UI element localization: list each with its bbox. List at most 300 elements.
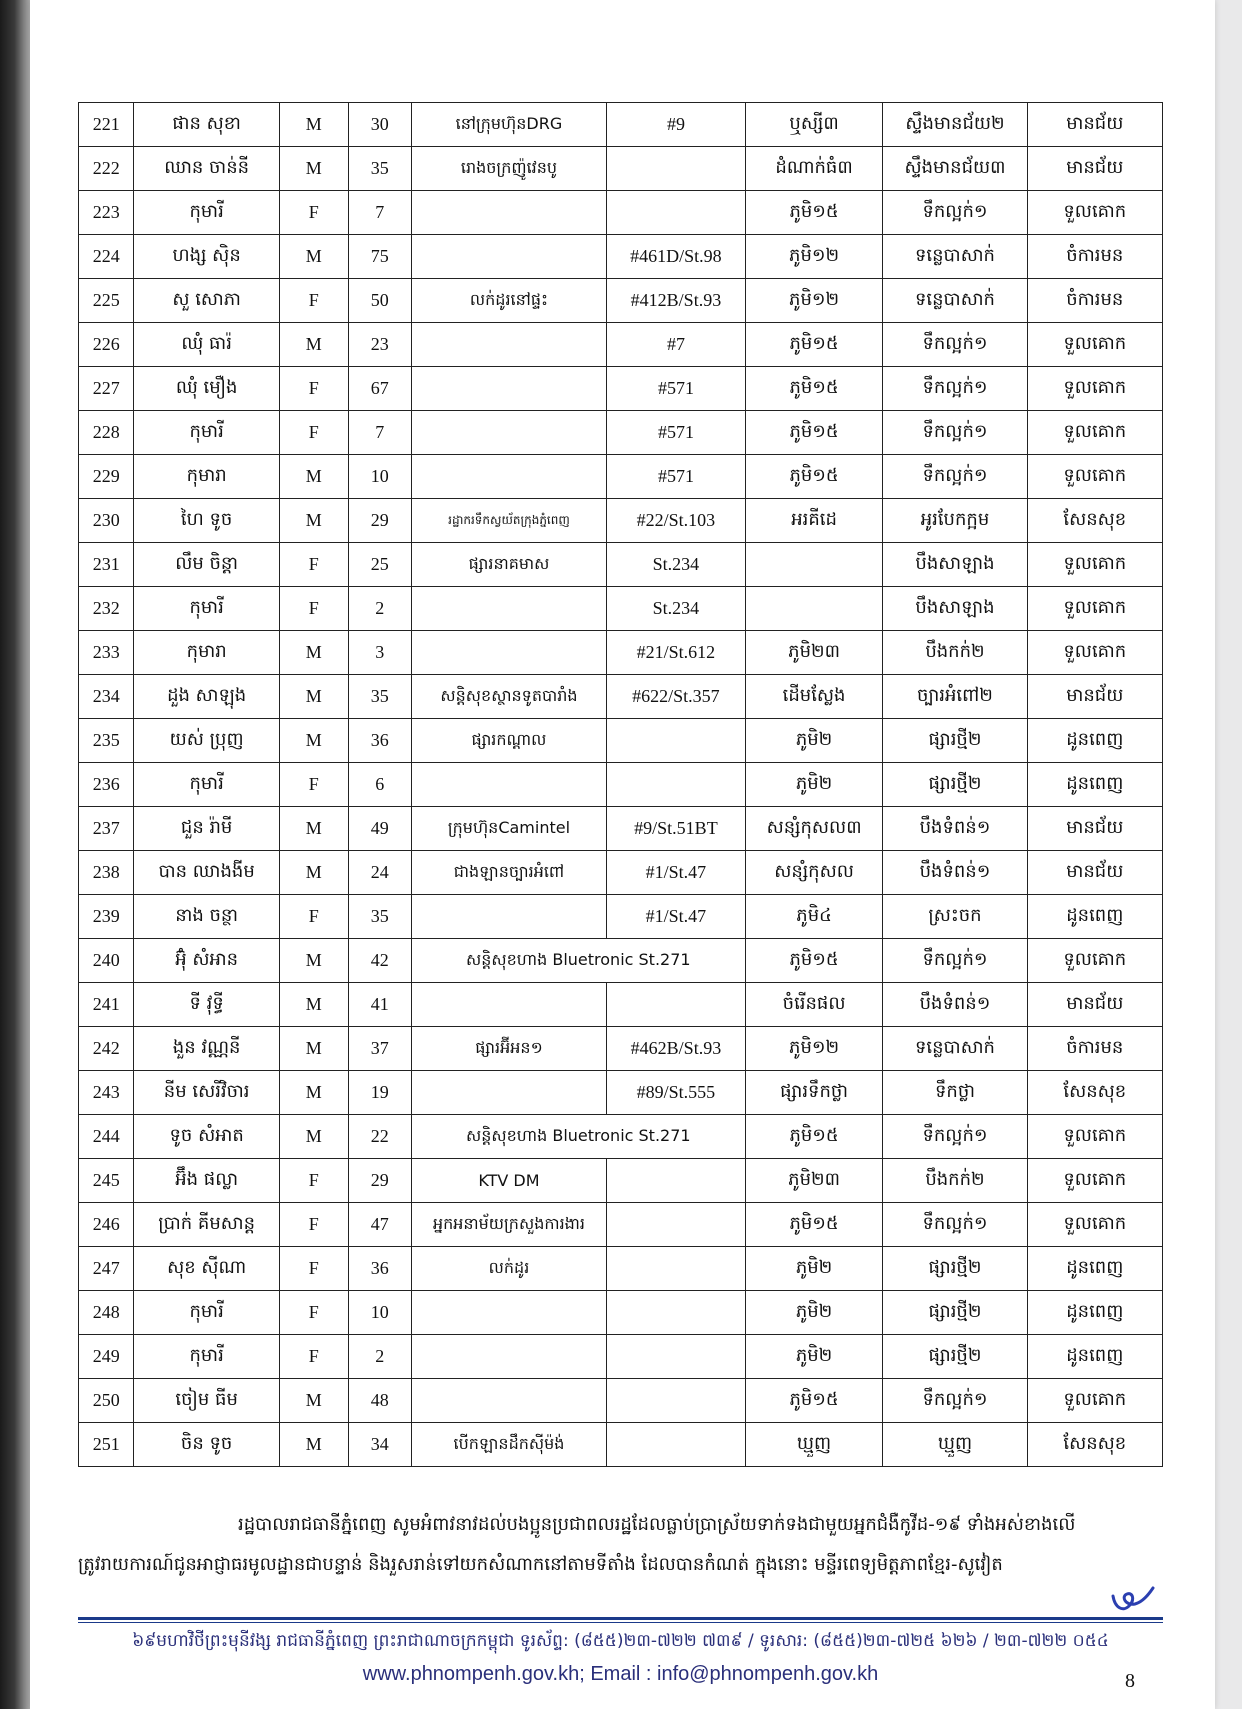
cell-age: 10 [348, 455, 411, 499]
cell-number: 221 [79, 103, 134, 147]
cell-number: 246 [79, 1203, 134, 1247]
cell-sex: F [279, 1203, 348, 1247]
cell-sex: M [279, 675, 348, 719]
cell-workplace: ផ្សារនាគមាស [411, 543, 606, 587]
cell-name: ឈាន ចាន់នី [134, 147, 279, 191]
cell-village: ភូមិ១៥ [745, 1115, 883, 1159]
cell-workplace [411, 1291, 606, 1335]
cell-name: កុមារី [134, 1291, 279, 1335]
table-row [79, 499, 1163, 543]
cell-village: ភូមិ១៥ [745, 939, 883, 983]
cell-workplace [411, 587, 606, 631]
table-row [79, 895, 1163, 939]
cell-name: ហៃ ទូច [134, 499, 279, 543]
cell-commune: ឃ្មួញ [883, 1423, 1027, 1467]
cell-district: ទួលគោក [1027, 411, 1162, 455]
cell-sex: F [279, 411, 348, 455]
cell-district: ទួលគោក [1027, 367, 1162, 411]
cell-address: #461D/St.98 [607, 235, 746, 279]
cell-number: 229 [79, 455, 134, 499]
cell-district: សែនសុខ [1027, 499, 1162, 543]
cell-district: ដូនពេញ [1027, 1247, 1162, 1291]
cell-age: 37 [348, 1027, 411, 1071]
table-row [79, 323, 1163, 367]
cell-village: ដំណាក់ធំ៣ [745, 147, 883, 191]
cell-number: 234 [79, 675, 134, 719]
table-row [79, 631, 1163, 675]
cell-village: ភូមិ១៥ [745, 367, 883, 411]
cell-sex: M [279, 1071, 348, 1115]
cell-village: ភូមិ២៣ [745, 1159, 883, 1203]
cell-name: ទូច សំអាត [134, 1115, 279, 1159]
cell-address [607, 191, 746, 235]
cell-sex: M [279, 235, 348, 279]
cell-number: 230 [79, 499, 134, 543]
cell-address [607, 719, 746, 763]
table-row [79, 367, 1163, 411]
cell-age: 35 [348, 675, 411, 719]
cell-sex: M [279, 455, 348, 499]
cell-name: ឈុំ ធារ៉ [134, 323, 279, 367]
cell-address: #21/St.612 [607, 631, 746, 675]
cell-sex: F [279, 279, 348, 323]
cell-workplace: នៅក្រុមហ៊ុនDRG [411, 103, 606, 147]
cell-number: 233 [79, 631, 134, 675]
cell-village: ភូមិ១៥ [745, 1203, 883, 1247]
cell-age: 29 [348, 1159, 411, 1203]
cell-workplace: បើកឡានដឹកស៊ីម៉ង់ [411, 1423, 606, 1467]
cell-address [607, 763, 746, 807]
cell-workplace [411, 367, 606, 411]
cell-workplace [411, 895, 606, 939]
cell-sex: F [279, 191, 348, 235]
cell-address: #89/St.555 [607, 1071, 746, 1115]
cell-number: 242 [79, 1027, 134, 1071]
cell-commune: ផ្សារថ្មី២ [883, 1291, 1027, 1335]
cell-district: មានជ័យ [1027, 983, 1162, 1027]
cell-commune: ទឹកល្អក់១ [883, 939, 1027, 983]
cell-age: 7 [348, 411, 411, 455]
cell-village: ភូមិ២ [745, 1291, 883, 1335]
cell-number: 251 [79, 1423, 134, 1467]
cell-address [607, 983, 746, 1027]
cell-sex: M [279, 631, 348, 675]
cell-district: មានជ័យ [1027, 851, 1162, 895]
patients-table [78, 102, 1163, 1467]
cell-commune: ទន្លេបាសាក់ [883, 235, 1027, 279]
cell-district: ទួលគោក [1027, 323, 1162, 367]
cell-village: ផ្សារទឹកថ្លា [745, 1071, 883, 1115]
cell-name: ទី វុទ្ធី [134, 983, 279, 1027]
table-row [79, 1423, 1163, 1467]
cell-workplace [411, 1071, 606, 1115]
cell-district: ទួលគោក [1027, 631, 1162, 675]
cell-name: នីម សេរីវិចារ [134, 1071, 279, 1115]
cell-name: កុមារី [134, 587, 279, 631]
cell-workplace: ជាងឡានច្បារអំពៅ [411, 851, 606, 895]
cell-number: 249 [79, 1335, 134, 1379]
table-row [79, 763, 1163, 807]
cell-commune: ទឹកល្អក់១ [883, 1115, 1027, 1159]
cell-age: 24 [348, 851, 411, 895]
cell-commune: អូរបែកក្អម [883, 499, 1027, 543]
notice-line-1: រដ្ឋបាលរាជធានីភ្នំពេញ សូមអំពាវនាវដល់បងប្អូនប្រជាពលរដ្ឋដែលធ្លាប់ប្រាស្រ័យទាក់ទងជាមួយអ្នកជំងឺកូវីដ-១៩ ទាំងអស់ខាងលើ [238, 1514, 1076, 1535]
table-row [79, 983, 1163, 1027]
table-row [79, 1027, 1163, 1071]
cell-district: មានជ័យ [1027, 103, 1162, 147]
cell-sex: M [279, 323, 348, 367]
cell-village: ភូមិ១៥ [745, 323, 883, 367]
cell-district: ទួលគោក [1027, 1203, 1162, 1247]
cell-age: 42 [348, 939, 411, 983]
table-row [79, 1203, 1163, 1247]
cell-number: 228 [79, 411, 134, 455]
cell-age: 25 [348, 543, 411, 587]
notice-line-2: ត្រូវរាយការណ៍ជូនអាជ្ញាធរមូលដ្ឋានជាបន្ទាន់ និងរួសរាន់ទៅយកសំណាកនៅតាមទីតាំង ដែលបានកំណត់ ក្នុងនោះ មន្ទីរពេទ្យមិត្តភាពខ្មែរ-សូវៀត [78, 1554, 1003, 1575]
cell-commune: ស្ទឹងមានជ័យ៣ [883, 147, 1027, 191]
cell-address [607, 1203, 746, 1247]
cell-village [745, 587, 883, 631]
cell-age: 19 [348, 1071, 411, 1115]
cell-commune: ទន្លេបាសាក់ [883, 1027, 1027, 1071]
cell-commune: ផ្សារថ្មី២ [883, 763, 1027, 807]
table-row [79, 103, 1163, 147]
cell-number: 232 [79, 587, 134, 631]
handwritten-mark-icon [1105, 1578, 1155, 1618]
cell-workplace: សន្តិសុខហាង Bluetronic St.271 [411, 1115, 745, 1159]
cell-village [745, 543, 883, 587]
cell-sex: M [279, 1423, 348, 1467]
table-row [79, 411, 1163, 455]
cell-number: 236 [79, 763, 134, 807]
cell-workplace [411, 1379, 606, 1423]
cell-commune: ច្បារអំពៅ២ [883, 675, 1027, 719]
table-row [79, 235, 1163, 279]
notice-paragraph [78, 1505, 1163, 1585]
cell-commune: ទឹកថ្លា [883, 1071, 1027, 1115]
cell-number: 222 [79, 147, 134, 191]
cell-commune: ទន្លេបាសាក់ [883, 279, 1027, 323]
cell-age: 48 [348, 1379, 411, 1423]
cell-age: 7 [348, 191, 411, 235]
cell-number: 241 [79, 983, 134, 1027]
cell-village: ភូមិ២ [745, 1335, 883, 1379]
cell-sex: M [279, 939, 348, 983]
cell-number: 237 [79, 807, 134, 851]
cell-number: 248 [79, 1291, 134, 1335]
cell-village: ភូមិ២៣ [745, 631, 883, 675]
cell-number: 227 [79, 367, 134, 411]
cell-sex: F [279, 1247, 348, 1291]
cell-number: 239 [79, 895, 134, 939]
cell-village: ភូមិ១៥ [745, 411, 883, 455]
scan-edge-shadow [0, 0, 32, 1709]
cell-sex: F [279, 1291, 348, 1335]
cell-district: ដូនពេញ [1027, 763, 1162, 807]
cell-sex: M [279, 983, 348, 1027]
cell-workplace [411, 323, 606, 367]
cell-address: #622/St.357 [607, 675, 746, 719]
cell-name: ប្រាក់ គីមសាន្ត [134, 1203, 279, 1247]
cell-workplace: រោងចក្រញ៉ូវេនបូ [411, 147, 606, 191]
cell-commune: ផ្សារថ្មី២ [883, 1247, 1027, 1291]
table-row [79, 675, 1163, 719]
cell-age: 36 [348, 1247, 411, 1291]
cell-commune: បឹងកក់២ [883, 1159, 1027, 1203]
cell-age: 6 [348, 763, 411, 807]
cell-district: មានជ័យ [1027, 147, 1162, 191]
cell-name: សួ សោភា [134, 279, 279, 323]
cell-age: 47 [348, 1203, 411, 1247]
cell-age: 2 [348, 587, 411, 631]
cell-address [607, 1335, 746, 1379]
footer-address: ៦៩មហាវិថីព្រះមុនីវង្ស រាជធានីភ្នំពេញ ព្រះរាជាណាចក្រកម្ពុជា ទូរស័ព្ទ: (៨៥៥)២៣-៧២២ ៧៣៩ / ទូរសារ: (៨៥៥)២៣-៧២៥ ៦២៦ / ២៣-៧២២ ០៥៤ [132, 1631, 1109, 1651]
cell-name: ជួន រ៉ាមី [134, 807, 279, 851]
cell-workplace: ផ្សារកណ្តាល [411, 719, 606, 763]
patients-table-body [79, 103, 1163, 1467]
cell-age: 36 [348, 719, 411, 763]
cell-district: ទួលគោក [1027, 191, 1162, 235]
cell-name: យស់ ប្រុញ [134, 719, 279, 763]
cell-village: ភូមិ១២ [745, 235, 883, 279]
cell-workplace [411, 763, 606, 807]
cell-commune: ទឹកល្អក់១ [883, 323, 1027, 367]
cell-workplace [411, 455, 606, 499]
cell-district: ទួលគោក [1027, 1159, 1162, 1203]
cell-age: 29 [348, 499, 411, 543]
cell-village: ឬស្សី៣ [745, 103, 883, 147]
cell-age: 23 [348, 323, 411, 367]
cell-number: 235 [79, 719, 134, 763]
cell-workplace: ផ្សារអ៊ីអន១ [411, 1027, 606, 1071]
cell-number: 247 [79, 1247, 134, 1291]
cell-address: #412B/St.93 [607, 279, 746, 323]
cell-commune: ទឹកល្អក់១ [883, 191, 1027, 235]
cell-address [607, 1291, 746, 1335]
cell-sex: M [279, 807, 348, 851]
cell-number: 224 [79, 235, 134, 279]
footer-rule-thin [78, 1622, 1163, 1623]
cell-village: ដើមស្លែង [745, 675, 883, 719]
cell-village: ភូមិ២ [745, 719, 883, 763]
cell-number: 226 [79, 323, 134, 367]
cell-village: ចំរើនផល [745, 983, 883, 1027]
cell-district: សែនសុខ [1027, 1071, 1162, 1115]
cell-number: 231 [79, 543, 134, 587]
cell-district: ទួលគោក [1027, 1379, 1162, 1423]
cell-name: ហង្ស ស៊ិន [134, 235, 279, 279]
cell-commune: បឹងទំពន់១ [883, 851, 1027, 895]
cell-workplace: អ្នកអនាម័យក្រសួងការងារ [411, 1203, 606, 1247]
cell-commune: បឹងទំពន់១ [883, 983, 1027, 1027]
table-row [79, 1379, 1163, 1423]
cell-workplace [411, 1335, 606, 1379]
cell-sex: F [279, 367, 348, 411]
cell-name: កុមារា [134, 631, 279, 675]
cell-age: 3 [348, 631, 411, 675]
cell-sex: F [279, 543, 348, 587]
cell-workplace [411, 191, 606, 235]
cell-commune: ទឹកល្អក់១ [883, 1203, 1027, 1247]
cell-workplace: លក់ដូរ [411, 1247, 606, 1291]
cell-district: មានជ័យ [1027, 675, 1162, 719]
cell-name: នាង ចន្ថា [134, 895, 279, 939]
cell-age: 34 [348, 1423, 411, 1467]
cell-number: 245 [79, 1159, 134, 1203]
cell-address [607, 1247, 746, 1291]
cell-district: ដូនពេញ [1027, 1335, 1162, 1379]
cell-district: ទួលគោក [1027, 455, 1162, 499]
cell-sex: F [279, 763, 348, 807]
cell-age: 22 [348, 1115, 411, 1159]
cell-name: ឈុំ មឿង [134, 367, 279, 411]
table-row [79, 1291, 1163, 1335]
cell-address: #571 [607, 367, 746, 411]
cell-district: ចំការមន [1027, 1027, 1162, 1071]
table-row [79, 455, 1163, 499]
table-row [79, 807, 1163, 851]
cell-sex: M [279, 719, 348, 763]
cell-address: #9/St.51BT [607, 807, 746, 851]
table-row [79, 191, 1163, 235]
cell-name: កុមារី [134, 763, 279, 807]
cell-commune: បឹងកក់២ [883, 631, 1027, 675]
cell-commune: ទឹកល្អក់១ [883, 1379, 1027, 1423]
cell-village: សន្សំកុសល៣ [745, 807, 883, 851]
table-row [79, 719, 1163, 763]
cell-sex: M [279, 147, 348, 191]
cell-address: #9 [607, 103, 746, 147]
cell-number: 244 [79, 1115, 134, 1159]
footer-rule-thick [78, 1617, 1163, 1620]
cell-address: #22/St.103 [607, 499, 746, 543]
cell-age: 2 [348, 1335, 411, 1379]
cell-district: មានជ័យ [1027, 807, 1162, 851]
cell-district: ទួលគោក [1027, 587, 1162, 631]
page-number: 8 [1125, 1670, 1135, 1692]
cell-number: 243 [79, 1071, 134, 1115]
cell-sex: M [279, 103, 348, 147]
cell-name: កុមារី [134, 1335, 279, 1379]
cell-number: 238 [79, 851, 134, 895]
cell-commune: បឹងសាឡាង [883, 587, 1027, 631]
table-row [79, 851, 1163, 895]
cell-name: ងួន វណ្ណនី [134, 1027, 279, 1071]
cell-district: ចំការមន [1027, 279, 1162, 323]
cell-district: ដូនពេញ [1027, 1291, 1162, 1335]
cell-sex: F [279, 895, 348, 939]
cell-name: កុមារី [134, 411, 279, 455]
cell-name: ចិន ទូច [134, 1423, 279, 1467]
table-row [79, 147, 1163, 191]
cell-number: 223 [79, 191, 134, 235]
cell-address [607, 1423, 746, 1467]
cell-name: អ៊ុំ សំអាន [134, 939, 279, 983]
cell-workplace [411, 235, 606, 279]
cell-age: 75 [348, 235, 411, 279]
cell-address [607, 1379, 746, 1423]
cell-commune: ស្រះចក [883, 895, 1027, 939]
cell-name: សុខ ស៊ីណា [134, 1247, 279, 1291]
cell-address [607, 147, 746, 191]
cell-commune: ទឹកល្អក់១ [883, 411, 1027, 455]
table-row [79, 543, 1163, 587]
table-row [79, 1115, 1163, 1159]
cell-district: ដូនពេញ [1027, 719, 1162, 763]
cell-commune: ទឹកល្អក់១ [883, 367, 1027, 411]
cell-workplace [411, 983, 606, 1027]
cell-sex: M [279, 499, 348, 543]
cell-district: សែនសុខ [1027, 1423, 1162, 1467]
cell-workplace: សន្តិសុខស្ថានទូតបារាំង [411, 675, 606, 719]
cell-name: អ៊ឹង ផល្លា [134, 1159, 279, 1203]
cell-address: #571 [607, 455, 746, 499]
cell-age: 50 [348, 279, 411, 323]
cell-commune: ផ្សារថ្មី២ [883, 719, 1027, 763]
cell-name: កុមារា [134, 455, 279, 499]
cell-age: 30 [348, 103, 411, 147]
cell-village: ភូមិ២ [745, 1247, 883, 1291]
cell-name: កុមារី [134, 191, 279, 235]
cell-village: សន្សំកុសល [745, 851, 883, 895]
cell-workplace [411, 631, 606, 675]
cell-age: 49 [348, 807, 411, 851]
cell-age: 35 [348, 147, 411, 191]
cell-village: ភូមិ៤ [745, 895, 883, 939]
cell-village: អរគីដេ [745, 499, 883, 543]
table-row [79, 1335, 1163, 1379]
cell-commune: ទឹកល្អក់១ [883, 455, 1027, 499]
cell-name: បាន ឈាងងីម [134, 851, 279, 895]
cell-commune: ផ្សារថ្មី២ [883, 1335, 1027, 1379]
cell-age: 41 [348, 983, 411, 1027]
cell-number: 225 [79, 279, 134, 323]
cell-address: St.234 [607, 543, 746, 587]
cell-workplace [411, 411, 606, 455]
cell-district: ចំការមន [1027, 235, 1162, 279]
table-row [79, 1159, 1163, 1203]
cell-age: 67 [348, 367, 411, 411]
cell-district: ទួលគោក [1027, 939, 1162, 983]
cell-village: ភូមិ១២ [745, 1027, 883, 1071]
cell-name: លឹម ចិន្តា [134, 543, 279, 587]
cell-commune: បឹងសាឡាង [883, 543, 1027, 587]
cell-commune: ស្ទឹងមានជ័យ២ [883, 103, 1027, 147]
cell-sex: M [279, 1115, 348, 1159]
table-row [79, 1071, 1163, 1115]
table-row [79, 587, 1163, 631]
cell-sex: F [279, 1335, 348, 1379]
footer-contact: www.phnompenh.gov.kh; Email : info@phnompenh.gov.kh [362, 1663, 879, 1685]
cell-sex: F [279, 587, 348, 631]
cell-address: St.234 [607, 587, 746, 631]
cell-address: #462B/St.93 [607, 1027, 746, 1071]
cell-number: 250 [79, 1379, 134, 1423]
cell-workplace: ក្រុមហ៊ុនCamintel [411, 807, 606, 851]
cell-name: ផាន សុខា [134, 103, 279, 147]
cell-village: ភូមិ១២ [745, 279, 883, 323]
cell-age: 10 [348, 1291, 411, 1335]
cell-number: 240 [79, 939, 134, 983]
cell-workplace: លក់ដូរនៅផ្ទះ [411, 279, 606, 323]
cell-commune: បឹងទំពន់១ [883, 807, 1027, 851]
table-row [79, 279, 1163, 323]
cell-district: ទួលគោក [1027, 543, 1162, 587]
cell-village: ភូមិ១៥ [745, 1379, 883, 1423]
cell-workplace: សន្តិសុខហាង Bluetronic St.271 [411, 939, 745, 983]
cell-sex: M [279, 851, 348, 895]
cell-address: #1/St.47 [607, 895, 746, 939]
